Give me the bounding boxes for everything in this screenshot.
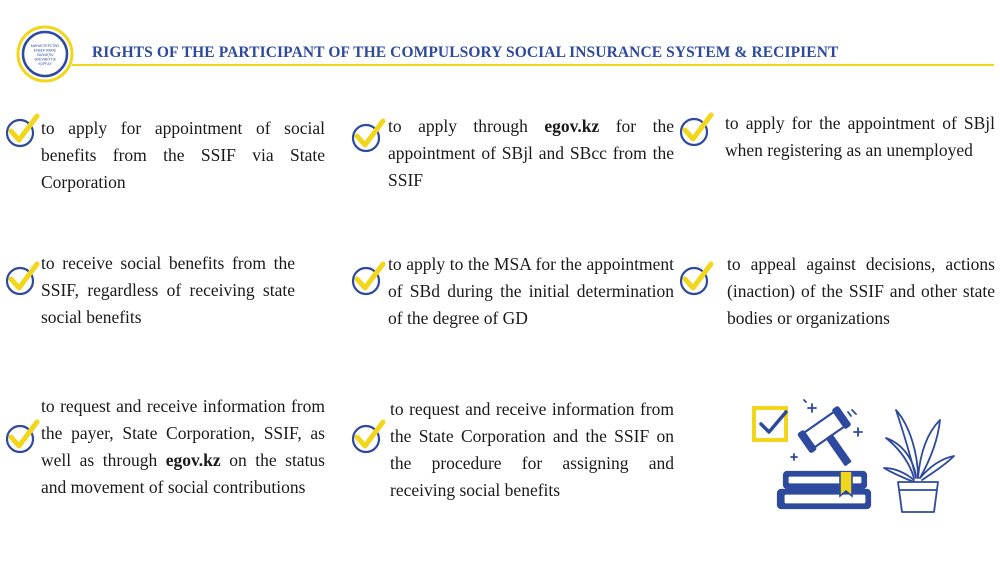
check-icon — [350, 117, 386, 153]
item-3-text: to apply for the appointment of SBjl when registering as an unemployed — [725, 113, 995, 160]
check-icon — [4, 418, 40, 454]
item-1-text: to apply for appointment of social benefits from the SSIF via State Corporation — [41, 118, 325, 192]
check-icon — [4, 112, 40, 148]
item-6-text: to appeal against decisions, actions (inaction) of the SSIF and other state bodies or organizations — [727, 254, 995, 328]
justice-illustration — [748, 398, 958, 518]
egov-link-text: egov.kz — [165, 450, 221, 470]
check-icon — [678, 260, 714, 296]
item-7-text: to request and receive information from the payer, State Corporation, SSIF, as well as through egov.kz on the status and movement of social contributions — [41, 396, 325, 497]
check-icon — [350, 260, 386, 296]
check-icon — [350, 418, 386, 454]
title-underline — [72, 64, 994, 66]
page-title: RIGHTS OF THE PARTICIPANT OF THE COMPULSORY SOCIAL INSURANCE SYSTEM & RECIPIENT — [92, 44, 839, 61]
logo-text-1: МИНИСТЕРСТВО — [30, 44, 60, 48]
check-icon — [4, 260, 40, 296]
judge-gavel-icon — [798, 407, 867, 477]
item-5-text: to apply to the MSA for the appointment of SBd during the initial determination of the degree of GD — [388, 254, 674, 328]
item-4-text: to receive social benefits from the SSIF, regardless of receiving state social benefits — [41, 253, 295, 327]
potted-plant-icon — [884, 410, 954, 512]
logo-text-2: ЕҢБЕК ЖӘНЕ — [33, 48, 57, 53]
egov-link-text: egov.kz — [544, 116, 600, 136]
checkbox-icon — [754, 408, 786, 440]
logo-text-3: ХАЛЫҚТЫ — [36, 53, 54, 57]
item-2-text: to apply through egov.kz for the appointment of SBjl and SBcc from the SSIF — [388, 116, 674, 190]
logo-text-5: ҚОРҒАУ — [38, 62, 52, 66]
logo-text-4: ӘЛЕУМЕТТІК — [34, 57, 56, 62]
ministry-logo — [16, 25, 74, 83]
books-icon — [778, 472, 870, 508]
check-icon — [678, 111, 714, 147]
item-8-text: to request and receive information from the State Corporation and the SSIF on the procedure for assigning and receiving social benefits — [390, 399, 674, 500]
